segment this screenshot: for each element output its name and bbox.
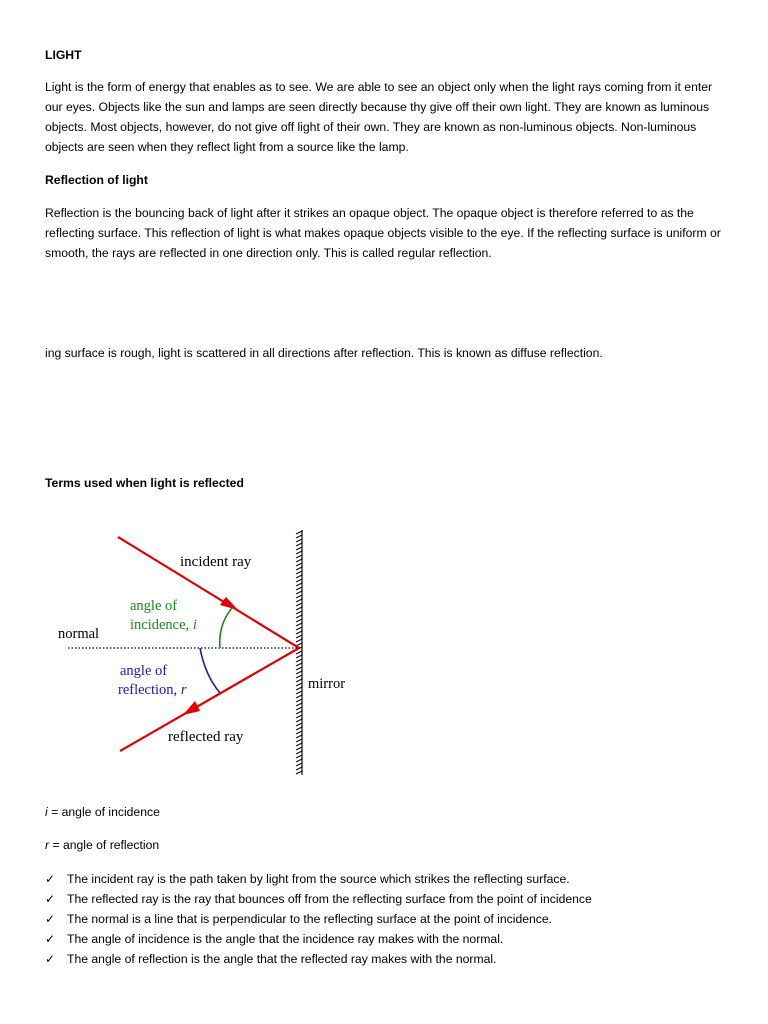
reflected-ray-arrow <box>183 701 200 715</box>
list-item <box>45 889 592 909</box>
list-item-text: The angle of incidence is the angle that the incidence ray makes with the normal. <box>67 932 504 946</box>
list-item-text: The normal is a line that is perpendicular to the reflecting surface at the point of incidence. <box>67 912 553 926</box>
check-icon: ✓ <box>45 892 56 906</box>
reflection-diagram <box>50 525 370 780</box>
incidence-angle-arc <box>220 608 232 648</box>
reflection-label-line2: reflection, r <box>118 682 187 698</box>
definition-r-text: = angle of reflection <box>49 838 160 852</box>
reflection-heading: Reflection of light <box>45 173 148 187</box>
reflection-angle-arc <box>200 648 220 693</box>
list-item <box>45 929 592 949</box>
definition-r <box>45 838 159 852</box>
check-icon: ✓ <box>45 932 56 946</box>
definition-i <box>45 805 160 819</box>
normal-label: normal <box>58 626 100 642</box>
list-item <box>45 869 592 889</box>
check-icon: ✓ <box>45 872 56 886</box>
list-item <box>45 909 592 929</box>
diffuse-paragraph: ing surface is rough, light is scattered in all directions after reflection. This is known as diffuse reflection. <box>45 346 603 360</box>
terms-heading: Terms used when light is reflected <box>45 476 244 490</box>
symbol-i: i <box>45 805 48 819</box>
incident-ray-label: incident ray <box>180 554 252 570</box>
check-icon: ✓ <box>45 912 56 926</box>
reflection-label-line1: angle of <box>120 663 168 679</box>
reflection-paragraph: Reflection is the bouncing back of light after it strikes an opaque object. The opaque object is therefore referred to as the reflecting surface. This reflection of light is what makes opaque objects visible to the eye. If the reflecting surface is uniform or smooth, the rays are reflected in one direction only. This is called regular reflection. <box>45 206 721 260</box>
list-item-text: The angle of reflection is the angle that the reflected ray makes with the normal. <box>67 952 497 966</box>
incidence-label-line2: incidence, i <box>130 617 197 633</box>
definition-i-text: = angle of incidence <box>47 805 160 819</box>
symbol-r: r <box>45 838 50 852</box>
list-item-text: The incident ray is the path taken by light from the source which strikes the reflecting surface. <box>67 872 570 886</box>
reflected-ray-label: reflected ray <box>168 729 244 745</box>
definition-checklist <box>45 869 592 969</box>
incidence-label-line1: angle of <box>130 598 178 614</box>
mirror-hatch <box>296 531 302 774</box>
incident-ray-arrow <box>220 597 238 610</box>
mirror-label: mirror <box>308 676 346 692</box>
intro-paragraph: Light is the form of energy that enables as to see. We are able to see an object only when the light rays coming from it enter our eyes. Objects like the sun and lamps are seen directly because thy give off their own light. They are known as luminous objects. Most objects, however, do not give off light of their own. They are known as non-luminous objects. Non-luminous objects are seen when they reflect light from a source like the lamp. <box>45 80 713 154</box>
check-icon: ✓ <box>45 952 56 966</box>
list-item <box>45 949 592 969</box>
page-title: LIGHT <box>45 48 82 62</box>
list-item-text: The reflected ray is the ray that bounces off from the reflecting surface from the point of incidence <box>67 892 592 906</box>
